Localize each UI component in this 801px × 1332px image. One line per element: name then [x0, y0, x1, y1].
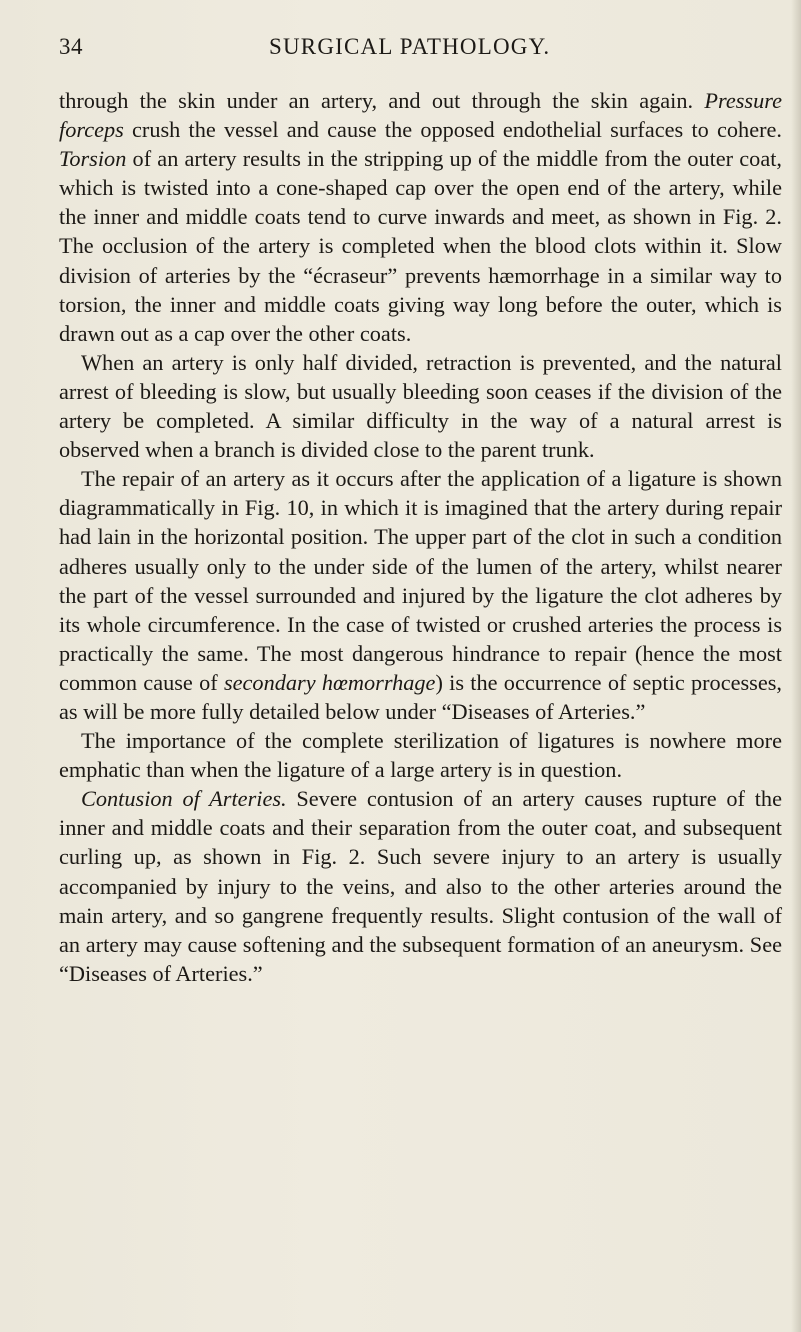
text-run: ) is the occurrence of septic processes, as will be more fully detailed below under “Diseases of Arteries.” [59, 669, 783, 724]
italic-text: Torsion [59, 146, 127, 172]
paragraph [59, 348, 782, 464]
page-edge-shadow [791, 0, 801, 1332]
running-title: SURGICAL PATHOLOGY. [269, 34, 551, 59]
paragraph [59, 464, 782, 726]
text-run: Severe contusion of an artery causes rupture of the inner and middle coats and their separation from the outer coat, and subsequent curling up, as shown in Fig. 2. Such severe injury to an artery is usually accompanied by injury to the veins, and also to the other arteries around the main artery, and so gangrene frequently results. Slight contusion of the wall of an artery may cause softening and the subsequent formation of an aneurysm. See “Diseases of Arteries.” [59, 786, 782, 986]
text-run: crush the vessel and cause the opposed endothelial surfaces to cohere. [123, 117, 782, 143]
italic-text: Contusion of Arteries. [81, 786, 287, 812]
paragraph [59, 784, 782, 988]
text-run: The repair of an artery as it occurs after the application of a ligature is shown diagrammatically in Fig. 10, in which it is imagined that the artery during repair had lain in the horizontal position. The upper part of the clot in such a condition adheres usually only to the under side of the lumen of the artery, whilst nearer the part of the vessel surrounded and injured by the ligature the clot adheres by its whole circumference. In the case of twisted or crushed arteries the process is practically the same. The most dangerous hindrance to repair (hence the most common cause of [59, 466, 782, 695]
paragraph [59, 726, 782, 784]
paragraph [59, 86, 782, 348]
text-run: through the skin under an artery, and out through the skin again. [59, 88, 705, 113]
text-run: of an artery results in the stripping up of the middle from the outer coat, which is twisted into a cone-shaped cap over the open end of the artery, while the inner and middle coats tend to curve inwards and meet, as shown in Fig. 2. The occlusion of the artery is completed when the blood clots within it. Slow division of arteries by the “écraseur” prevents hæmorrhage in a similar way to torsion, the inner and middle coats giving way long before the outer, which is drawn out as a cap over the other coats. [59, 146, 782, 346]
italic-text: secondary hœmorrhage [223, 669, 436, 695]
running-head [59, 34, 779, 64]
text-run: The importance of the complete sterilization of ligatures is nowhere more emphatic than when the ligature of a large artery is in question. [59, 728, 782, 783]
page-number: 34 [59, 34, 83, 59]
body-text [59, 86, 782, 988]
text-run: When an artery is only half divided, retraction is prevented, and the natural arrest of bleeding is slow, but usually bleeding soon ceases if the division of the artery be completed. A similar difficulty in the way of a natural arrest is observed when a branch is divided close to the parent trunk. [59, 349, 782, 463]
italic-text: Pressure forceps [59, 88, 782, 143]
